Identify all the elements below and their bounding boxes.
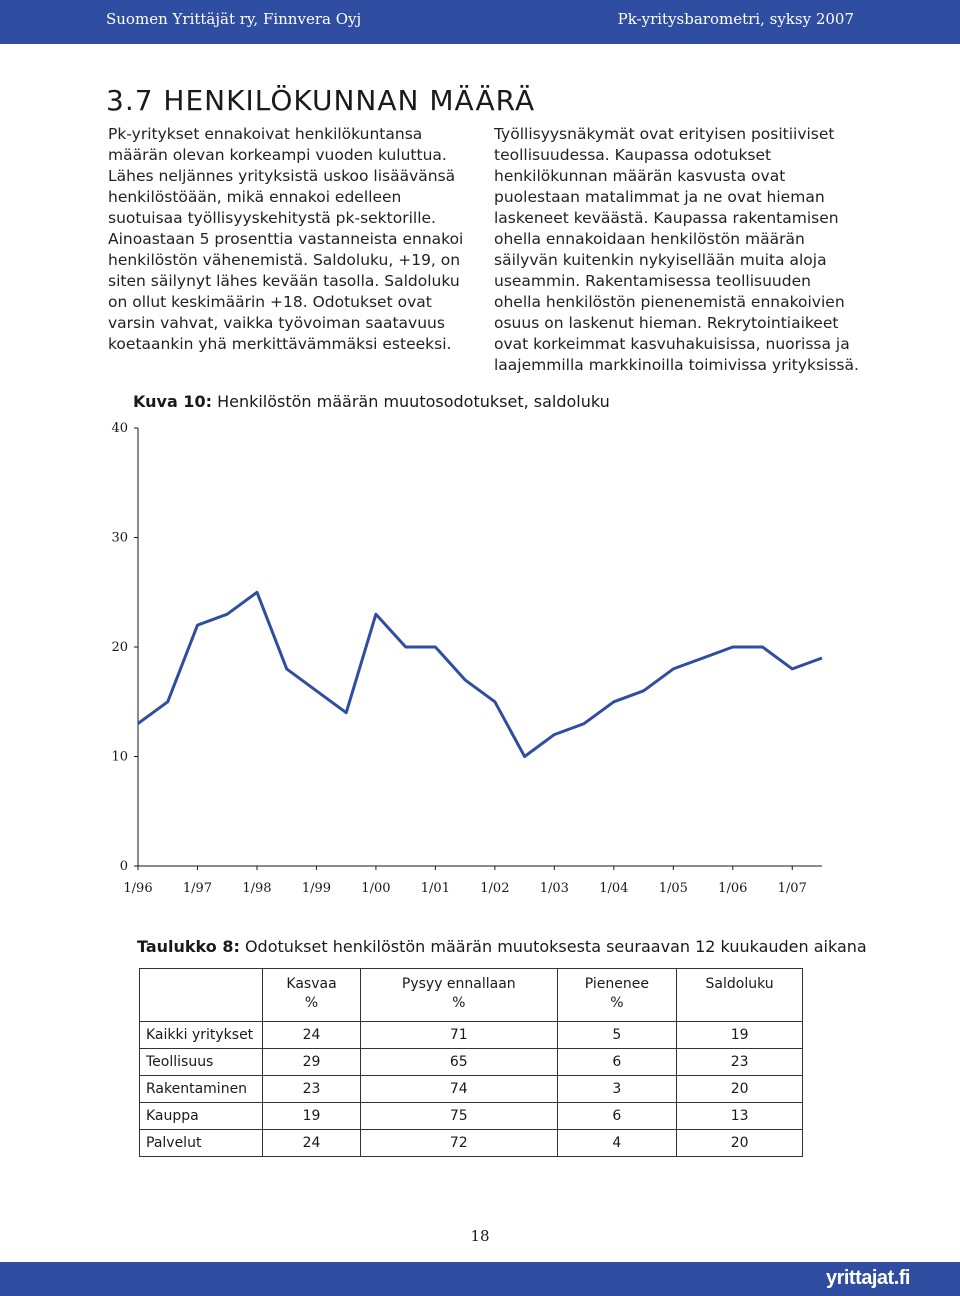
y-tick-label: 40 [111, 421, 128, 436]
x-tick-label: 1/04 [599, 881, 629, 896]
table-header-kasvaa: Kasvaa % [263, 969, 361, 1022]
table-row [140, 1049, 803, 1076]
cell-pysyy: 74 [361, 1076, 558, 1103]
x-tick-label: 1/97 [182, 881, 213, 896]
table-header-pysyy: Pysyy ennallaan % [361, 969, 558, 1022]
page-header [0, 0, 960, 44]
cell-pysyy: 65 [361, 1049, 558, 1076]
row-label: Kaikki yritykset [140, 1022, 263, 1049]
body-text-column-1: Pk-yritykset ennakoivat henkilökuntansa määrän olevan korkeampi vuoden kuluttua. Lähes neljännes yrityksistä uskoo lisäävänsä henkilöstöään, mikä ennakoi edelleen suotuisaa työllisyyskehitystä pk-sektorille. Ainoastaan 5 prosenttia vastanneista ennakoi henkilöstön vähenemistä. Saldoluku, +19, on siten säilynyt lähes kevään tasolla. Saldoluku on ollut keskimäärin +18. Odotukset ovat varsin vahvat, vaikka työvoiman saatavuus koetaankin yhä merkittävämmäksi esteeksi. [108, 125, 464, 353]
x-tick-label: 1/01 [420, 881, 450, 896]
page-footer [0, 1262, 960, 1296]
cell-pysyy: 72 [361, 1130, 558, 1157]
series-line [138, 592, 822, 756]
cell-pienenee: 6 [557, 1103, 677, 1130]
table-caption-text: Odotukset henkilöstön määrän muutoksesta seuraavan 12 kuukauden aikana [244, 937, 867, 956]
x-tick-label: 1/06 [718, 881, 748, 896]
table-header-empty [140, 969, 263, 1022]
table-header-row [140, 969, 803, 1022]
page-number: 18 [470, 1227, 490, 1245]
x-tick-label: 1/05 [658, 881, 688, 896]
table-header-saldoluku: Saldoluku [677, 969, 803, 1022]
table-row [140, 1130, 803, 1157]
cell-kasvaa: 23 [263, 1076, 361, 1103]
cell-saldoluku: 23 [677, 1049, 803, 1076]
row-label: Rakentaminen [140, 1076, 263, 1103]
header-publisher: Suomen Yrittäjät ry, Finnvera Oyj [106, 10, 362, 28]
x-tick-label: 1/07 [777, 881, 807, 896]
x-tick-label: 1/96 [123, 881, 153, 896]
table-row [140, 1076, 803, 1103]
x-tick-label: 1/03 [539, 881, 569, 896]
cell-pysyy: 75 [361, 1103, 558, 1130]
x-tick-label: 1/00 [361, 881, 391, 896]
line-chart [100, 385, 840, 905]
table-caption [137, 937, 867, 956]
cell-saldoluku: 20 [677, 1130, 803, 1157]
y-tick-label: 20 [111, 640, 128, 655]
y-tick-label: 30 [111, 530, 128, 546]
cell-pienenee: 6 [557, 1049, 677, 1076]
cell-kasvaa: 29 [263, 1049, 361, 1076]
cell-kasvaa: 24 [263, 1130, 361, 1157]
cell-saldoluku: 20 [677, 1076, 803, 1103]
brand-logo-text: yrittajat.fi [825, 1267, 910, 1289]
cell-pienenee: 3 [557, 1076, 677, 1103]
cell-pienenee: 4 [557, 1130, 677, 1157]
x-tick-label: 1/98 [242, 881, 272, 896]
table-row [140, 1022, 803, 1049]
body-text-column-2: Työllisyysnäkymät ovat erityisen positiiviset teollisuudessa. Kaupassa odotukset henkilökunnan määrän kasvusta ovat puolestaan matalimmat ja ne ovat hieman laskeneet keväästä. Kaupassa rakentamisen ohella ennakoidaan henkilöstön määrän säilyvän kuitenkin nykyisellään muita aloja useammin. Rakentamisessa teollisuuden ohella henkilöstön pienenemistä ennakoivien osuus on laskenut hieman. Rekrytointiaikeet ovat korkeimmat kasvuhakuisissa, nuorissa ja laajemmilla markkinoilla toimivissa yrityksissä. [494, 125, 859, 374]
x-tick-label: 1/02 [480, 881, 510, 896]
cell-saldoluku: 13 [677, 1103, 803, 1130]
table-caption-label: Taulukko 8: [137, 937, 240, 956]
chart-caption-text: Henkilöstön määrän muutosodotukset, saldoluku [217, 392, 610, 411]
row-label: Palvelut [140, 1130, 263, 1157]
chart-caption-label: Kuva 10: [133, 392, 212, 411]
cell-saldoluku: 19 [677, 1022, 803, 1049]
table-row [140, 1103, 803, 1130]
expectations-table [139, 968, 803, 1157]
table-header-pienenee: Pienenee % [557, 969, 677, 1022]
row-label: Teollisuus [140, 1049, 263, 1076]
section-title: 3.7 HENKILÖKUNNAN MÄÄRÄ [106, 84, 536, 117]
y-tick-label: 10 [111, 749, 128, 765]
x-tick-label: 1/99 [301, 881, 332, 896]
header-publication: Pk-yritysbarometri, syksy 2007 [617, 10, 854, 28]
cell-kasvaa: 24 [263, 1022, 361, 1049]
row-label: Kauppa [140, 1103, 263, 1130]
cell-pysyy: 71 [361, 1022, 558, 1049]
cell-kasvaa: 19 [263, 1103, 361, 1130]
y-tick-label: 0 [119, 859, 128, 874]
cell-pienenee: 5 [557, 1022, 677, 1049]
